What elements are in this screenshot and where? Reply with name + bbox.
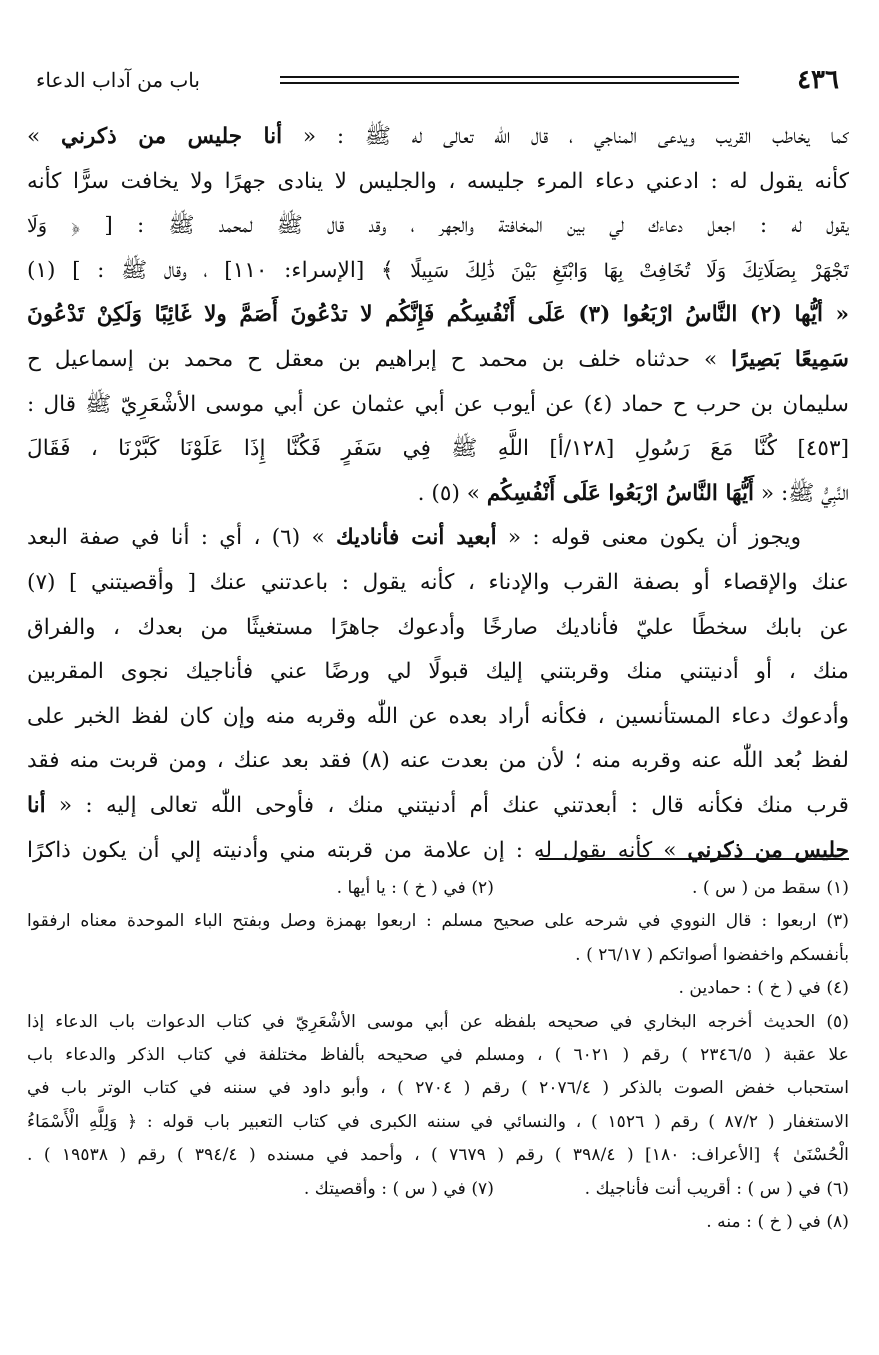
text-line xyxy=(27,338,849,383)
text-run: كأنه يقول له : ادعني دعاء المرء جليسه ، والجليس لا ينادى جهرًا ولا يخافت سرًّا كأنه xyxy=(27,168,849,194)
footnotes xyxy=(27,872,849,1239)
text-run: وأدعوك دعاء المستأنسين ، فكأنه أراد بعده عن اللّٰه وقربه منه وإن كان لفظ الخبر على xyxy=(27,703,849,729)
text-line xyxy=(27,160,849,205)
quran-verse: تَجْهَرْ بِصَلَاتِكَ وَلَا تُخَافِتْ بِهَا وَابْتَغِ بَيْنَ ذَٰلِكَ سَبِيلًا xyxy=(410,259,849,282)
text-line xyxy=(27,204,849,249)
text-run: عنك والإقصاء أو بصفة القرب والإدناء ، كأنه يقول : باعدتني عنك [ وأقصيتني ] (٧) xyxy=(27,569,849,595)
footnote-5-line: استحباب خفض الصوت بالذكر ( ٢٠٧٦/٤ ) رقم ( ٢٧٠٤ ) ، وأبو داود في سننه في كتاب الوتر باب في xyxy=(27,1078,849,1099)
text-run: يقول له : اجعل دعاءك لي بين المخافتة والجهر ، وقد قال ﷺ لمحمد ﷺ : [ ﴿ xyxy=(47,213,849,239)
footnote-row-6-7 xyxy=(27,1173,849,1206)
text-run: سليمان بن حرب ح حماد (٤) عن أيوب عن أبي عثمان عن أبي موسى الأشْعَرِيّ ﷺ قال : xyxy=(27,391,849,417)
text-line xyxy=(27,695,849,740)
text-run: » xyxy=(27,124,61,149)
text-line xyxy=(27,829,849,874)
text-run: ويجوز أن يكون معنى قوله : « xyxy=(496,525,801,551)
hadith-text: أَيُّهَا النَّاسُ ارْبَعُوا عَلَى أَنْفُسِكُم xyxy=(486,480,754,506)
text-line xyxy=(27,383,849,428)
hadith-text: أنا xyxy=(27,792,46,818)
text-line xyxy=(27,249,849,294)
footnote-3-line: بأنفسكم واخفضوا أصواتكم ( ٢٦/١٧ ) . xyxy=(575,944,849,965)
text-line xyxy=(27,115,849,160)
footnote-5-line: (٥) الحديث أخرجه البخاري في صحيحه بلفظه عن أبي موسى الأشْعَرِيّ في كتاب الدعوات باب الدعاء إذا xyxy=(27,1011,849,1032)
text-run: لفظ بُعد اللّٰه عنه وقربه منه ؛ لأن من بعدت عنه (٨) فقد بعد عنك ، ومن قربت منه فقد xyxy=(27,748,849,774)
footnote-5-line: الاستغفار ( ٨٧/٢ ) رقم ( ١٥٢٦ ) ، والنسائي في سننه الكبرى في كتاب التعبير باب قوله : ﴿ وَلِلَّهِ الْأَسْمَاءُ xyxy=(27,1111,849,1132)
page-header xyxy=(30,62,849,98)
text-run: النَّبِيُّ ﷺ: « xyxy=(754,480,849,506)
hadith-text: سَمِيعًا بَصِيرًا xyxy=(731,346,849,372)
text-run: » (٥) . xyxy=(417,480,487,506)
footnote-8: (٨) في ( خ ) : منه . xyxy=(706,1211,849,1232)
text-line xyxy=(27,650,849,695)
footnote-2: (٢) في ( خ ) : يا أيها . xyxy=(336,878,494,898)
page-number: ٤٣٦ xyxy=(797,65,839,95)
footnote-separator xyxy=(539,858,849,860)
hadith-text: أنا جليس من ذكرني xyxy=(60,124,283,149)
text-run: كما يخاطب القريب ويدعى المناجي ، قال اللّٰه تعالى له ﷺ : « xyxy=(282,124,849,149)
text-line xyxy=(27,561,849,606)
hadith-text: أبعيد أنت فأناديك xyxy=(335,525,497,551)
text-line xyxy=(27,739,849,784)
running-title: باب من آداب الدعاء xyxy=(36,68,200,92)
header-double-rule xyxy=(280,76,739,84)
hadith-text: جليس من ذكرني xyxy=(687,837,849,863)
text-run: ﴾ [الإسراء: ١١٠] ، وقال ﷺ : ] (١) xyxy=(27,257,411,283)
text-line xyxy=(27,427,849,472)
text-line xyxy=(27,472,849,517)
footnote-4: (٤) في ( خ ) : حمادين . xyxy=(678,978,849,999)
footnote-6: (٦) في ( س ) : أقريب أنت فأناجيك . xyxy=(584,1178,849,1199)
text-line xyxy=(27,606,849,651)
footnote-3-line: (٣) اربعوا : قال النووي في شرحه على صحيح مسلم : اربعوا بهمزة وصل وبفتح الباء الموحدة معناه ارفقوا xyxy=(27,911,849,932)
text-line xyxy=(27,516,849,561)
text-run: عن بابك سخطًا عليّ فأناديك صارخًا وأدعوك جاهرًا مستغيثًا من بعدك ، والفراق xyxy=(27,614,849,640)
text-run: » (٦) ، أي : أنا في صفة البعد xyxy=(27,525,336,551)
text-run: » كأنه يقول له : إن علامة من قربته مني وأدنيته إلي أن يكون ذاكرًا xyxy=(27,837,688,863)
text-run: [٤٥٣] كُنَّا مَعَ رَسُولِ [١٢٨/أ] اللَّهِ ﷺ فِي سَفَرٍ فَكُنَّا إِذَا عَلَوْنَا كَبَّرْنَا ، فَقَالَ xyxy=(27,436,849,462)
hadith-text: « أيُّها (٢) النَّاسُ ارْبَعُوا (٣) عَلَى أَنْفُسِكُم فَإِنَّكُم لا تدْعُونَ أَصَمَّ ولا غَائِبًا وَلَكِنْ تَدْعُونَ xyxy=(27,302,849,328)
footnote-5-line: علا عقبة ( ٢٣٤٦/٥ ) رقم ( ٦٠٢١ ) ، ومسلم في صحيحه بألفاظ مختلفة في كتاب الذكر والدعاء باب xyxy=(27,1044,849,1065)
footnote-7: (٧) في ( س ) : وأقصيتك . xyxy=(303,1178,494,1199)
text-run: » حدثناه خلف بن محمد ح إبراهيم بن معقل ح محمد بن إسماعيل ح xyxy=(27,346,732,372)
text-line xyxy=(27,784,849,829)
quran-verse: وَلَا xyxy=(27,215,48,238)
footnote-1: (١) سقط من ( س ) . xyxy=(692,878,849,898)
text-run: قرب منك فكأنه قال : أبعدتني عنك أم أدنيتني منك ، فأوحى اللّٰه تعالى إليه : « xyxy=(45,792,849,818)
text-run: منك ، أو أدنيتني منك وقربتني إليك قبولًا لي ورضًا عني فأناجيك نجوى المقربين xyxy=(27,659,849,685)
text-line xyxy=(27,293,849,338)
main-text xyxy=(27,115,849,873)
footnote-row-1-2 xyxy=(27,872,849,905)
footnote-5-line: الْحُسْنَىٰ ﴾ [الأعراف: ١٨٠] ( ٣٩٨/٤ ) رقم ( ٧٦٧٩ ) ، وأحمد في مسنده ( ٣٩٤/٤ ) رقم ( ١٩٥٣٨ ) . xyxy=(27,1145,849,1166)
